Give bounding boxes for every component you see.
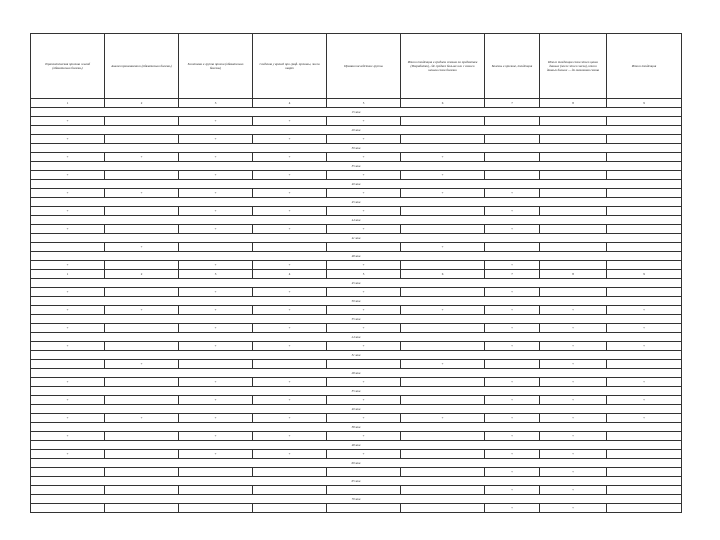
section-row [31,387,682,396]
section-label: 55 мин [31,315,682,324]
table-cell [540,135,607,144]
table-cell: + [485,414,540,423]
section-row [31,180,682,189]
table-cell: + [179,189,253,198]
column-header: Прямая последствие группы [327,34,401,99]
table-cell: + [253,432,327,441]
table-cell [179,360,253,369]
table-cell: + [607,414,682,423]
section-label: 65 мин [31,477,682,486]
table-cell [607,243,682,252]
header-row [31,34,682,99]
table-cell [401,432,485,441]
section-row [31,216,682,225]
table-cell: + [253,153,327,162]
section-label: 48 мин [31,441,682,450]
table-row [31,171,682,180]
section-row [31,459,682,468]
table-cell: 7 [485,270,540,279]
table-cell [607,261,682,270]
table-cell: + [401,189,485,198]
table-cell [485,135,540,144]
table-cell [401,225,485,234]
table-row [31,414,682,423]
table-cell [401,261,485,270]
section-row [31,126,682,135]
table-row [31,396,682,405]
table-cell: + [253,324,327,333]
table-cell: + [179,450,253,459]
table-cell [401,486,485,495]
table-cell: 9 [607,270,682,279]
table-cell: 6 [401,270,485,279]
table-cell: + [179,117,253,126]
table-cell: 1 [31,99,105,108]
table-row [31,504,682,513]
table-cell [485,243,540,252]
table-cell [540,117,607,126]
section-row [31,144,682,153]
table-cell: 3 [179,99,253,108]
column-number-row [31,270,682,279]
table-cell: + [607,342,682,351]
table-cell [540,288,607,297]
table-cell [607,207,682,216]
table-cell [607,288,682,297]
table-cell: + [485,468,540,477]
table-cell: + [31,324,105,333]
table-cell: + [540,486,607,495]
table-cell: + [179,153,253,162]
table-cell: + [105,153,179,162]
table-cell: + [540,504,607,513]
table-cell [31,243,105,252]
table-cell: 8 [540,99,607,108]
column-header: Болезнь в причине, тенденция [485,34,540,99]
table-row [31,117,682,126]
table-row [31,468,682,477]
table-cell: + [179,432,253,441]
section-row [31,495,682,504]
table-cell [401,324,485,333]
table-cell [607,450,682,459]
section-row [31,234,682,243]
table-cell: 7 [485,99,540,108]
table-cell: 6 [401,99,485,108]
table-cell: + [485,324,540,333]
table-cell: + [179,135,253,144]
table-cell [105,432,179,441]
table-cell: 5 [327,99,401,108]
schedule-table [30,33,682,513]
table-cell: + [179,171,253,180]
column-header: Заготовка и группа причин (обязательно болезнь) [179,34,253,99]
column-header: Итого тенденция в среднем сезонах по предметам (Разработки), где среднее больше или с самого начала сезон болезни [401,34,485,99]
table-cell: + [485,486,540,495]
table-cell: + [31,171,105,180]
section-row [31,108,682,117]
table-cell: + [485,189,540,198]
table-cell: + [327,324,401,333]
table-cell: + [540,468,607,477]
section-row [31,279,682,288]
table-row [31,288,682,297]
table-row [31,432,682,441]
table-row [31,486,682,495]
table-cell [607,117,682,126]
table-cell [327,243,401,252]
table-cell: + [253,450,327,459]
section-label: 50 мин [31,297,682,306]
table-cell: + [485,378,540,387]
table-cell [31,486,105,495]
section-row [31,477,682,486]
table-cell [179,504,253,513]
table-cell: 3 [179,270,253,279]
table-cell [401,135,485,144]
table-cell: + [327,450,401,459]
table-cell [105,288,179,297]
table-cell: + [31,396,105,405]
section-label: 48 мин [31,252,682,261]
table-cell: + [31,117,105,126]
table-cell: + [253,171,327,180]
section-row [31,252,682,261]
table-cell: + [485,261,540,270]
table-cell [540,171,607,180]
table-cell: + [31,378,105,387]
table-body [31,34,682,513]
table-cell: + [485,306,540,315]
table-cell: + [327,207,401,216]
table-cell: + [327,189,401,198]
table-cell [105,504,179,513]
section-label: 20 мин [31,126,682,135]
table-cell: 1 [31,270,105,279]
table-cell [607,504,682,513]
table-cell: + [253,225,327,234]
table-cell: + [485,396,540,405]
section-label: 45 мин [31,198,682,207]
table-cell: + [327,135,401,144]
table-cell [105,378,179,387]
table-cell: 2 [105,270,179,279]
table-cell [401,207,485,216]
table-cell: + [607,324,682,333]
table-cell [607,135,682,144]
column-header: Итого тенденция сезон этого цикла данных (после этого числа), итого данных больше — до окончания сезона [540,34,607,99]
table-cell: + [327,306,401,315]
table-row [31,189,682,198]
table-cell: + [253,414,327,423]
table-cell: + [253,261,327,270]
table-cell: + [540,414,607,423]
table-row [31,450,682,459]
table-cell [105,261,179,270]
table-cell: + [179,396,253,405]
table-cell [540,189,607,198]
section-row [31,297,682,306]
table-cell [105,324,179,333]
section-label: 40 мин [31,180,682,189]
section-label: 28 мин [31,369,682,378]
table-cell: + [31,225,105,234]
table-cell: 4 [253,270,327,279]
table-cell: + [31,342,105,351]
table-cell: + [253,189,327,198]
table-cell: + [540,432,607,441]
table-cell [607,486,682,495]
table-cell: + [31,153,105,162]
section-row [31,423,682,432]
table-cell [401,396,485,405]
table-cell [179,468,253,477]
table-cell: + [401,243,485,252]
table-cell [327,360,401,369]
table-cell [401,468,485,477]
table-cell: + [31,189,105,198]
table-cell: + [179,414,253,423]
table-cell: + [485,288,540,297]
table-cell [540,153,607,162]
table-cell: + [31,432,105,441]
column-header: Терапевтическая причина жалоб (обязательно болезнь) [31,34,105,99]
section-row [31,162,682,171]
table-cell: + [401,360,485,369]
table-cell: + [105,189,179,198]
table-cell: + [540,450,607,459]
table-cell [253,468,327,477]
table-row [31,243,682,252]
table-cell [540,243,607,252]
column-header: Итого тенденция [607,34,682,99]
table-cell: + [31,288,105,297]
table-cell: + [327,117,401,126]
table-cell [607,360,682,369]
table-row [31,324,682,333]
table-cell: + [485,504,540,513]
table-cell: 2 [105,99,179,108]
table-cell: + [105,243,179,252]
table-cell [253,486,327,495]
table-cell: + [179,261,253,270]
table-cell [607,225,682,234]
table-cell [540,261,607,270]
table-cell: + [253,117,327,126]
table-cell [540,207,607,216]
table-cell: + [540,360,607,369]
section-row [31,351,682,360]
table-cell: + [327,171,401,180]
table-cell [253,504,327,513]
section-label: 31 мин [31,351,682,360]
table-cell: + [401,153,485,162]
table-row [31,135,682,144]
section-label: 60 мин [31,459,682,468]
table-cell: + [31,135,105,144]
table-row [31,225,682,234]
table-cell [105,135,179,144]
table-cell [401,342,485,351]
table-cell [607,153,682,162]
section-row [31,369,682,378]
table-cell: + [31,207,105,216]
table-cell: + [327,342,401,351]
table-cell: + [105,414,179,423]
table-cell [105,171,179,180]
table-cell: + [105,306,179,315]
table-cell: + [327,378,401,387]
table-cell: + [327,261,401,270]
table-cell: + [253,342,327,351]
section-row [31,315,682,324]
table-row [31,378,682,387]
section-row [31,198,682,207]
table-cell [327,468,401,477]
column-header: Сведения у врачей про граф. причины, числа кварт [253,34,327,99]
table-cell: + [253,306,327,315]
table-cell: + [31,414,105,423]
table-row [31,360,682,369]
table-cell [105,396,179,405]
table-cell: + [179,207,253,216]
table-cell: + [253,288,327,297]
table-row [31,306,682,315]
table-cell: + [179,288,253,297]
table-cell: + [607,306,682,315]
section-label: 44 мин [31,216,682,225]
table-row [31,342,682,351]
table-cell [401,504,485,513]
section-label: 70 мин [31,495,682,504]
table-cell [485,360,540,369]
table-cell: + [485,450,540,459]
table-row [31,207,682,216]
table-row [31,261,682,270]
table-cell [253,243,327,252]
table-cell [105,450,179,459]
table-cell [607,432,682,441]
section-label: 35 мин [31,387,682,396]
table-cell [327,504,401,513]
table-cell: 9 [607,99,682,108]
table-cell: 5 [327,270,401,279]
table-cell [607,171,682,180]
table-cell [485,171,540,180]
table-cell [31,468,105,477]
table-cell [401,288,485,297]
table-cell [327,486,401,495]
table-cell: + [540,342,607,351]
table-cell: + [540,324,607,333]
table-cell [607,468,682,477]
table-cell: + [31,450,105,459]
table-cell: + [401,171,485,180]
table-cell: + [253,378,327,387]
table-row [31,153,682,162]
section-row [31,333,682,342]
table-cell: + [327,396,401,405]
section-label: 41 мин [31,234,682,243]
table-cell: + [253,396,327,405]
table-cell [401,450,485,459]
table-cell: + [253,207,327,216]
table-cell: + [485,342,540,351]
table-cell: + [540,378,607,387]
table-cell [485,117,540,126]
table-cell [105,225,179,234]
table-cell: + [179,324,253,333]
column-header: Анализ принимаемого (обязательно болезнь) [105,34,179,99]
table-cell: + [607,396,682,405]
table-cell [401,117,485,126]
table-cell: + [327,432,401,441]
section-row [31,441,682,450]
table-cell: + [485,225,540,234]
table-cell [179,243,253,252]
table-cell: + [179,378,253,387]
table-cell: + [179,225,253,234]
section-label: 30 мин [31,144,682,153]
table-cell: 8 [540,270,607,279]
table-cell: + [179,342,253,351]
table-cell [31,360,105,369]
table-cell: + [327,225,401,234]
table-cell [105,342,179,351]
table-cell: + [327,288,401,297]
table-cell [105,468,179,477]
section-label: 38 мин [31,423,682,432]
table-cell: + [485,207,540,216]
table-cell: + [105,360,179,369]
table-cell [31,504,105,513]
table-cell [105,486,179,495]
section-label: 15 мин [31,108,682,117]
table-cell: + [485,432,540,441]
table-cell [485,153,540,162]
table-cell: 4 [253,99,327,108]
table-cell [105,117,179,126]
section-label: 40 мин [31,405,682,414]
table-cell [607,189,682,198]
table-cell: + [327,414,401,423]
section-label: 45 мин [31,279,682,288]
table-cell [401,378,485,387]
table-cell: + [540,396,607,405]
table-cell [540,225,607,234]
table-cell: + [607,378,682,387]
table-cell [253,360,327,369]
table-cell: + [401,414,485,423]
section-label: 24 мин [31,333,682,342]
table-cell: + [179,306,253,315]
table-cell: + [401,306,485,315]
section-label: 35 мин [31,162,682,171]
table-cell [105,207,179,216]
table-cell: + [540,306,607,315]
table-cell: + [327,153,401,162]
document-page [30,33,681,513]
table-cell: + [253,135,327,144]
section-row [31,405,682,414]
table-cell: + [31,306,105,315]
table-cell: + [31,261,105,270]
table-cell [179,486,253,495]
column-number-row [31,99,682,108]
